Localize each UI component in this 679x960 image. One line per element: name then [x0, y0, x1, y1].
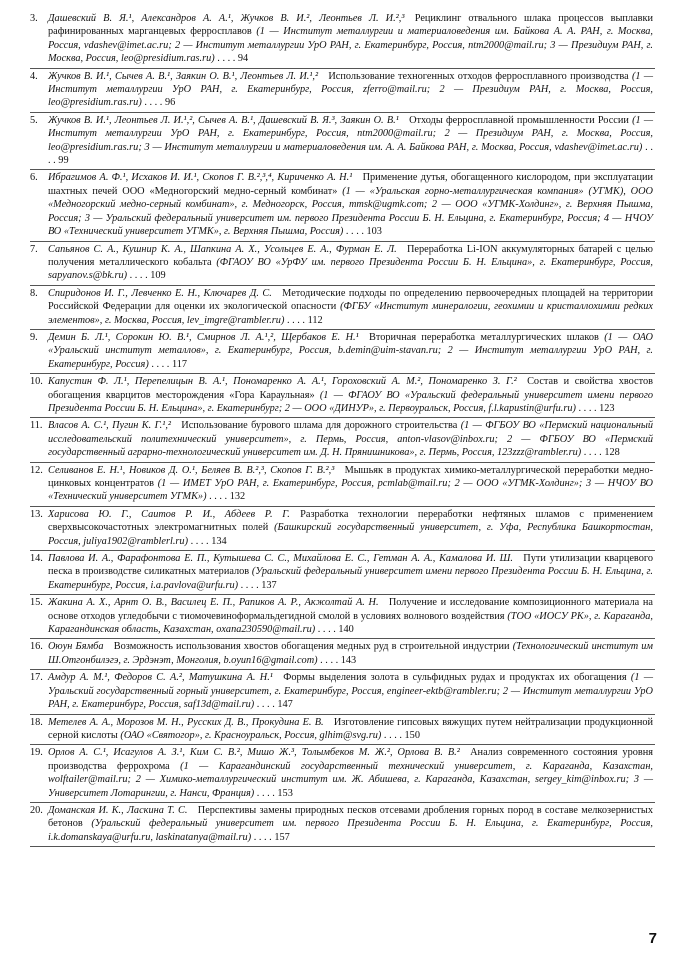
toc-entry [30, 463, 655, 507]
entry-page: 103 [366, 226, 382, 238]
entry-authors: Оюун Бямба [48, 641, 104, 653]
entry-number: 4. [30, 70, 38, 82]
entry-body [30, 171, 655, 238]
toc-entry [30, 286, 655, 330]
page-number: 7 [648, 929, 657, 947]
entry-page: 140 [338, 624, 354, 636]
entry-title: Методические подходы по определению первоочередных площадей на территории Российской Федерации для оценки их экологической опасности [48, 287, 654, 313]
entry-authors: Жакина А. Х., Арнт О. В., Василец Е. П., Рапиков А. Р., Акжолтай А. Н. [48, 597, 379, 609]
entry-affiliation: (1 — Институт металлургии и материаловедения им. Байкова А. А. РАН, г. Москва, Россия, vdashev@imet.ac.ru; 2 — Институт металлургии УрО РАН, г. Екатеринбург, Россия, ntm2000@mail.ru; 3 — Президиум РАН, г. Москва, Россия, leo@presidium.ras.ru) [48, 26, 653, 65]
entry-number: 5. [30, 114, 38, 126]
entry-page: 123 [599, 402, 615, 414]
entry-number: 20. [30, 804, 43, 816]
entry-title: Рециклинг отвального шлака процессов выплавки рафинированных марганцевых ферросплавов [48, 13, 653, 38]
entry-authors: Демин Б. Л.¹, Сорокин Ю. В.¹, Смирнов Л. А.¹,², Щербаков Е. Н.¹ [48, 331, 359, 343]
entry-title: Возможность использования хвостов обогащения медных руд в строительной индустрии [113, 641, 510, 653]
entry-number: 8. [30, 287, 38, 299]
toc-entry [30, 803, 655, 847]
leader-dots: . . . . [238, 579, 262, 591]
entry-title: Анализ современного состояния уровня производства феррохрома [48, 747, 653, 772]
entry-title: Изготовление гипсовых вяжущих путем нейтрализации продукционной серной кислоты [48, 716, 654, 741]
entry-number: 16. [30, 641, 43, 653]
entry-authors: Спиридонов И. Г., Левченко Е. Н., Ключарев Д. С. [48, 287, 272, 299]
entry-body [30, 70, 655, 110]
entry-body [30, 464, 655, 504]
entry-authors: Метелев А. А., Морозов М. Н., Русских Д. В., Прокудина Е. В. [48, 716, 324, 728]
entry-affiliation: (Башкирский государственный университет, г. Уфа, Республика Башкортостан, Россия, juliya1902@ramblerl.ru) [48, 522, 653, 547]
toc-entry [30, 551, 655, 595]
entry-body [30, 287, 655, 327]
entry-affiliation: (ФГАОУ ВО «УрФУ им. первого Президента России Б. Н. Ельцина», г. Екатеринбург, Россия, sapyanov.s@bk.ru) [48, 256, 653, 282]
entry-number: 9. [30, 331, 38, 343]
entry-title: Пути утилизации кварцевого песка в производстве силикатных материалов [48, 553, 653, 578]
entry-affiliation: (1 — ОАО «Уральский институт металлов», г. Екатеринбург, Россия, b.demin@uim-stavan.ru; 2 — Институт металлургии УрО РАН, г. Екатеринбург, Россия) [48, 331, 653, 370]
entry-authors: Ибрагимов А. Ф.¹, Исхаков И. И.¹, Скопов Г. В.²,³,⁴, Кириченко А. Н.¹ [48, 172, 353, 184]
leader-dots: . . . . [214, 53, 238, 65]
entry-authors: Дашевский В. Я.¹, Александров А. А.¹, Жучков В. И.², Леонтьев Л. И.²,³ [48, 13, 405, 24]
entry-affiliation: (1 — Уральский государственный горный университет, г. Екатеринбург, Россия, engineer-ektb@rambler.ru; 2 — Институт металлургии УрО РАН, г. Екатеринбург, Россия, saf13d@mail.ru) [48, 672, 653, 711]
entry-title: Перспективы замены природных песков отсевами дробления горных пород в составе мелкозернистых бетонов [48, 804, 653, 830]
entry-page: 137 [261, 579, 277, 591]
entry-number: 13. [30, 508, 43, 520]
entry-title: Использование бурового шлама для дорожного строительства [181, 420, 458, 432]
leader-dots: . . . . [284, 314, 308, 326]
entry-number: 7. [30, 243, 38, 255]
entry-authors: Селиванов Е. Н.¹, Новиков Д. О.¹, Беляев В. В.²,³, Скопов Г. В.²,³ [48, 464, 335, 476]
entry-page: 134 [211, 535, 227, 547]
entry-body [30, 331, 655, 371]
entry-affiliation: (Уральский федеральный университет имени первого Президента России Б. Н. Ельцина, г. Екатеринбург, Россия, i.a.pavlova@urfu.ru) [48, 566, 654, 591]
entry-title: Состав и свойства хвостов обогащения кварцитов месторождения «Гора Караульная» [48, 376, 653, 401]
entry-title: Отходы ферросплавной промышленности России [409, 114, 629, 126]
entry-page: 112 [307, 314, 323, 326]
toc-entry [30, 639, 655, 670]
entry-number: 11. [30, 420, 43, 432]
entry-authors: Капустин Ф. Л.¹, Перепелицын В. А.¹, Пономаренко А. А.¹, Гороховский А. М.², Пономаренко З. Г.² [48, 376, 517, 388]
leader-dots: . . . . [575, 402, 600, 414]
entry-number: 17. [30, 672, 43, 684]
leader-dots: . . . . [254, 699, 278, 711]
entry-authors: Харисова Ю. Г., Саитов Р. И., Абдеев Р. Г. [48, 508, 290, 520]
leader-dots: . . . . [148, 358, 172, 370]
entry-affiliation: (1 — Карагандинский государственный технический университет, г. Караганда, Казахстан, wolftailer@mail.ru; 2 — Химико-металлургический институт им. Ж. Абишева, г. Караганда, Казахстан, sergey_kim@inbox.ru; 3 — Университет Лотарингии, г. Нанси, Франция) [48, 760, 653, 799]
entry-page: 117 [171, 358, 188, 370]
table-of-contents [30, 11, 655, 847]
entry-body [30, 746, 655, 800]
entry-authors: Жучков В. И.¹, Сычев А. В.¹, Заякин О. В.¹, Леонтьев Л. И.¹,² [48, 70, 319, 82]
entry-body [30, 375, 655, 415]
entry-page: 147 [277, 699, 293, 711]
leader-dots: . . . . [251, 831, 275, 843]
entry-body [30, 640, 655, 667]
leader-dots: . . . . [188, 535, 212, 547]
entry-number: 18. [30, 716, 43, 728]
entry-title: Мышьяк в продуктах химико-металлургической переработки медно-цинковых концентратов [48, 464, 653, 489]
toc-entry [30, 374, 655, 418]
entry-title: Переработка Li-ION аккумуляторных батарей с целью получения металлического кобальта [48, 243, 653, 268]
leader-dots: . . . . [141, 97, 165, 109]
toc-entry [30, 745, 655, 803]
toc-entry [30, 330, 655, 374]
leader-dots: . . . . [315, 624, 339, 636]
toc-entry [30, 670, 655, 714]
entry-page: 157 [274, 831, 290, 843]
entry-body [30, 596, 655, 636]
entry-page: 94 [237, 53, 249, 65]
entry-affiliation: (Технологический институт им Ш.Отгонбилэгэ, г. Эрдэнэт, Монголия, b.oyun16@gmail.com) [48, 641, 653, 666]
toc-entry [30, 507, 655, 551]
toc-entry [30, 11, 655, 69]
entry-number: 12. [30, 464, 43, 476]
entry-page: 109 [150, 270, 166, 282]
entry-page: 150 [404, 729, 420, 741]
leader-dots: . . . . [206, 491, 230, 503]
entry-page: 153 [277, 787, 293, 799]
toc-entry [30, 715, 655, 746]
leader-dots: . . . . [48, 141, 654, 167]
entry-page: 96 [164, 97, 176, 109]
entry-number: 6. [30, 172, 38, 184]
entry-page: 128 [604, 447, 620, 459]
entry-authors: Доманская И. К., Ласкина Т. С. [48, 804, 188, 816]
entry-title: Формы выделения золота в сульфидных рудах и продуктах их обогащения [283, 672, 627, 684]
entry-body [30, 716, 655, 743]
entry-affiliation: (Уральский федеральный университет им. первого Президента России Б. Н. Ельцина, г. Екатеринбург, Россия, i.k.domanskaya@urfu.ru, laskinatanya@mail.ru) [48, 818, 653, 843]
leader-dots: . . . . [343, 226, 367, 238]
toc-entry [30, 113, 655, 171]
entry-body [30, 671, 655, 711]
entry-authors: Амдур А. М.¹, Федоров С. А.², Матушкина А. Н.¹ [48, 672, 273, 684]
entry-number: 15. [30, 597, 43, 609]
leader-dots: . . . . [381, 729, 405, 741]
leader-dots: . . . . [127, 270, 151, 282]
entry-page: 132 [229, 491, 246, 503]
entry-body [30, 419, 655, 459]
toc-entry [30, 595, 655, 639]
entry-authors: Орлов А. С.¹, Исагулов А. З.¹, Ким С. В.², Мишо Ж.³, Толымбеков М. Ж.², Орлова В. В.² [48, 747, 460, 759]
entry-body [30, 114, 655, 168]
entry-affiliation: (1 — ИМЕТ УрО РАН, г. Екатеринбург, Россия, pcmlab@mail.ru; 2 — ООО «УГМК-Холдинг»; 3 — НЧОУ ВО «Технический университет УГМК») [48, 478, 653, 503]
entry-affiliation: (1 — ФГБОУ ВО «Пермский национальный исследовательский политехнический университет», г. Пермь, Россия, anton-vlasov@inbox.ru; 2 — ФГБОУ ВО «Пермский государственный аграрно-технологический университет им. Д. Н. Прянишникова», г. Пермь, Россия, 123zzz@rambler.ru) [48, 420, 654, 459]
leader-dots: . . . . [317, 654, 341, 666]
entry-title: Разработка технологии переработки нефтяных шламов с применением сверхвысокочастотных электромагнитных полей [48, 508, 653, 534]
entry-affiliation: (1 — «Уральская горно-металлургическая компания» (УГМК), ООО «Медногорский медно-серный комбинат», г. Медногорск, Россия, mmsk@ugmk.com; 2 — ООО «УГМК-Холдинг», г. Верхняя Пышма, Россия; 3 — Уральский федеральный университет им. первого Президента России Б. Н. Ельцина, г. Екатеринбург, Россия; 4 — НЧОУ ВО «Технический университет УГМК», г. Верхняя Пышма, Россия) [48, 185, 653, 238]
leader-dots: . . . . [254, 787, 278, 799]
entry-page: 99 [58, 155, 69, 167]
entry-title: Применение дутья, обогащенного кислородом, при эксплуатации шахтных печей ООО «Медногорский медно-серный комбинат» [48, 172, 653, 197]
entry-body [30, 508, 655, 548]
entry-affiliation: (ФГБУ «Институт минералогии, геохимии и кристаллохимии редких элементов», г. Москва, Россия, lev_imgre@rambler.ru) [48, 301, 653, 326]
entry-affiliation: (1 — Институт металлургии УрО РАН, г. Екатеринбург, Россия, zferro@mail.ru; 2 — Президиум РАН, г. Москва, Россия, leo@presidium.ras.ru) [48, 70, 653, 109]
entry-body [30, 243, 655, 283]
entry-title: Получение и исследование композиционного материала на основе отходов угледобычи с тиомочевиноформальдегидной смолой в условиях волнового воздействия [48, 597, 653, 622]
leader-dots: . . . . [581, 447, 605, 459]
entry-affiliation: (1 — Институт металлургии УрО РАН, г. Екатеринбург, Россия, ntm2000@mail.ru; 2 — Президиум РАН, г. Москва, Россия, leo@presidium.ras.ru; 3 — Институт металлургии и материаловедения им. А. А. Байкова РАН, г. Москва, Россия, vdashev@imet.ac.ru) [48, 114, 653, 153]
entry-number: 10. [30, 376, 43, 388]
entry-title: Вторичная переработка металлургических шлаков [369, 331, 599, 343]
entry-page: 143 [340, 654, 357, 666]
entry-authors: Власов А. С.¹, Пугин К. Г.¹,² [48, 420, 171, 432]
toc-entry [30, 170, 655, 241]
entry-title: Использование техногенных отходов ферросплавного производства [328, 70, 629, 82]
entry-number: 14. [30, 553, 43, 565]
entry-authors: Сапьянов С. А., Кушнир К. А., Шапкина А. Х., Усольцев Е. А., Фурман Е. Л. [48, 243, 397, 255]
toc-entry [30, 418, 655, 462]
entry-affiliation: (ТОО «ИОСУ РК», г. Караганда, Карагандинская область, Казахстан, oxana230590@mail.ru) [48, 610, 653, 636]
entry-body [30, 552, 655, 592]
entry-authors: Павлова И. А., Фарафонтова Е. П., Кутышева С. С., Михайлова Е. С., Гетман А. А., Камалова И. Ш. [48, 553, 513, 565]
entry-body [30, 804, 655, 844]
entry-affiliation: (1 — ФГАОУ ВО «Уральский федеральный университет имени первого Президента России Б. Н. Ельцина», г. Екатеринбург; 2 — ООО «ДИНУР», г. Первоуральск, Россия, f.l.kapustin@urfu.ru) [48, 389, 653, 414]
entry-number: 3. [30, 13, 38, 24]
toc-entry [30, 242, 655, 286]
entry-number: 19. [30, 747, 43, 759]
toc-entry [30, 69, 655, 113]
entry-body [30, 12, 655, 66]
entry-affiliation: (ОАО «Святогор», г. Красноуральск, Россия, glhim@svg.ru) [120, 729, 382, 741]
entry-authors: Жучков В. И.¹, Леонтьев Л. И.¹,², Сычев А. В.¹, Дашевский В. Я.³, Заякин О. В.¹ [48, 114, 399, 126]
